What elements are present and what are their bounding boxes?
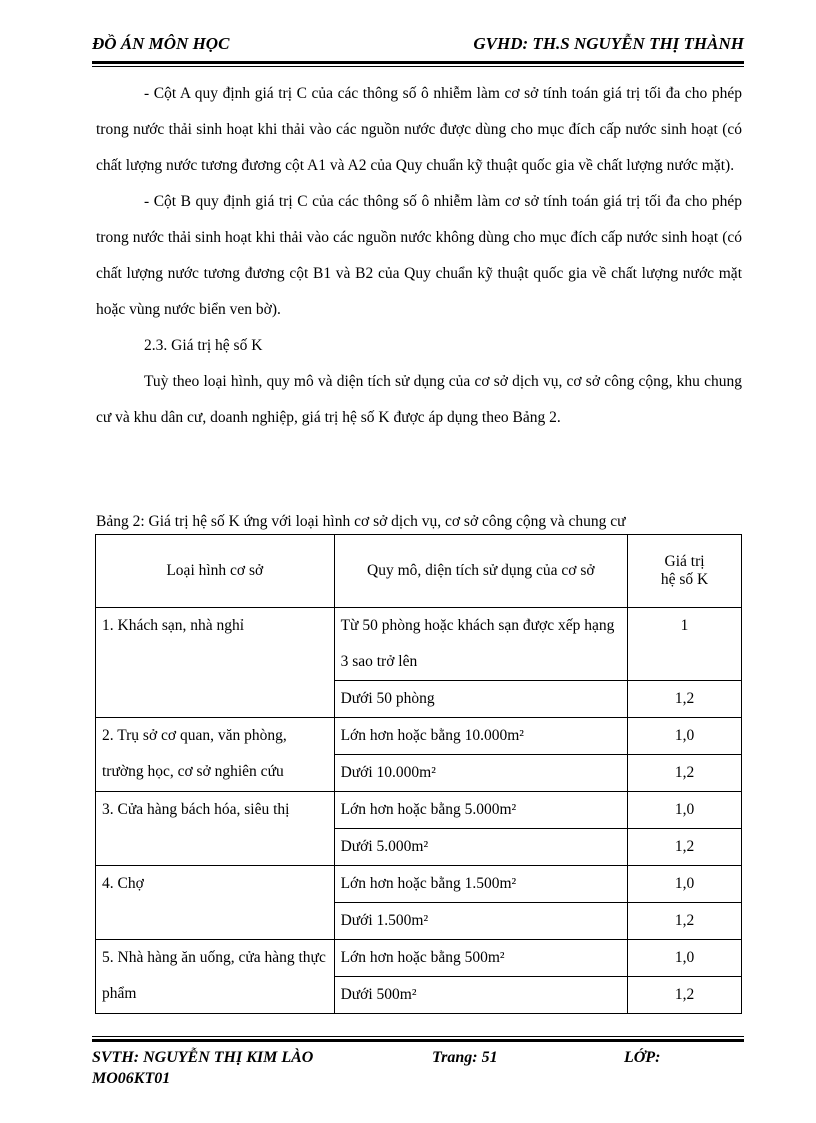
body-text (96, 76, 742, 436)
paragraph-column-b: - Cột B quy định giá trị C của các thông số ô nhiễm làm cơ sở tính toán giá trị tối đa cho phép trong nước thải sinh hoạt khi thải vào các nguồn nước không dùng cho mục đích cấp nước sinh hoạt (có chất lượng nước tương đương cột B1 và B2 của Quy chuẩn kỹ thuật quốc gia về chất lượng nước mặt hoặc vùng nước biển ven bờ). (96, 193, 742, 318)
facility-type-cell: 2. Trụ sở cơ quan, văn phòng, trường học, cơ sở nghiên cứu (96, 718, 335, 792)
k-value-cell: 1,2 (628, 903, 742, 940)
header-k-value: Giá trị hệ số K (628, 535, 742, 608)
table-row (96, 866, 742, 903)
footer-class-label: LỚP: (624, 1049, 661, 1066)
footer-rule-thin (92, 1036, 744, 1037)
header-instructor: GVHD: TH.S NGUYỄN THỊ THÀNH (473, 34, 744, 53)
scale-cell: Dưới 10.000m² (334, 755, 627, 792)
facility-type-cell: 4. Chợ (96, 866, 335, 940)
facility-type-cell: 1. Khách sạn, nhà nghỉ (96, 608, 335, 718)
footer-class-code: MO06KT01 (92, 1070, 171, 1087)
facility-type-cell: 3. Cửa hàng bách hóa, siêu thị (96, 792, 335, 866)
section-heading: 2.3. Giá trị hệ số K (144, 337, 263, 354)
table-row (96, 718, 742, 755)
k-value-cell: 1,2 (628, 977, 742, 1014)
scale-cell: Từ 50 phòng hoặc khách sạn được xếp hạng 3 sao trở lên (334, 608, 627, 681)
header-course-title: ĐỒ ÁN MÔN HỌC (92, 34, 230, 53)
scale-cell: Lớn hơn hoặc bằng 5.000m² (334, 792, 627, 829)
table-row (96, 940, 742, 977)
scale-cell: Dưới 50 phòng (334, 681, 627, 718)
header-scale: Quy mô, diện tích sử dụng của cơ sở (334, 535, 627, 608)
k-value-cell: 1,2 (628, 829, 742, 866)
header-rule-thin (92, 66, 744, 67)
k-value-cell: 1,2 (628, 681, 742, 718)
footer-rule-thick (92, 1039, 744, 1042)
k-value-cell: 1,0 (628, 792, 742, 829)
scale-cell: Dưới 1.500m² (334, 903, 627, 940)
page-header (92, 34, 744, 60)
table-row (96, 792, 742, 829)
table-row (96, 608, 742, 681)
header-facility-type: Loại hình cơ sở (96, 535, 335, 608)
facility-type-cell: 5. Nhà hàng ăn uống, cửa hàng thực phẩm (96, 940, 335, 1014)
k-value-cell: 1,0 (628, 940, 742, 977)
scale-cell: Dưới 5.000m² (334, 829, 627, 866)
scale-cell: Lớn hơn hoặc bằng 500m² (334, 940, 627, 977)
table-caption: Bảng 2: Giá trị hệ số K ứng với loại hình cơ sở dịch vụ, cơ sở công cộng và chung cư (96, 513, 626, 530)
k-value-cell: 1,0 (628, 718, 742, 755)
table-header-row (96, 535, 742, 608)
k-value-cell: 1,0 (628, 866, 742, 903)
scale-cell: Dưới 500m² (334, 977, 627, 1014)
header-rule-thick (92, 61, 744, 64)
footer-student: SVTH: NGUYỄN THỊ KIM LÀO (92, 1049, 314, 1066)
paragraph-column-a: - Cột A quy định giá trị C của các thông số ô nhiễm làm cơ sở tính toán giá trị tối đa cho phép trong nước thải sinh hoạt khi thải vào các nguồn nước được dùng cho mục đích cấp nước sinh hoạt (có chất lượng nước tương đương cột A1 và A2 của Quy chuẩn kỹ thuật quốc gia về chất lượng nước mặt). (96, 85, 742, 174)
paragraph-k-intro: Tuỳ theo loại hình, quy mô và diện tích sử dụng của cơ sở dịch vụ, cơ sở công cộng, khu chung cư và khu dân cư, doanh nghiệp, giá trị hệ số K được áp dụng theo Bảng 2. (96, 373, 742, 426)
k-coefficient-table (95, 534, 742, 1014)
scale-cell: Lớn hơn hoặc bằng 1.500m² (334, 866, 627, 903)
k-value-cell: 1 (628, 608, 742, 681)
k-value-cell: 1,2 (628, 755, 742, 792)
scale-cell: Lớn hơn hoặc bằng 10.000m² (334, 718, 627, 755)
footer-page-number: Trang: 51 (432, 1049, 498, 1066)
